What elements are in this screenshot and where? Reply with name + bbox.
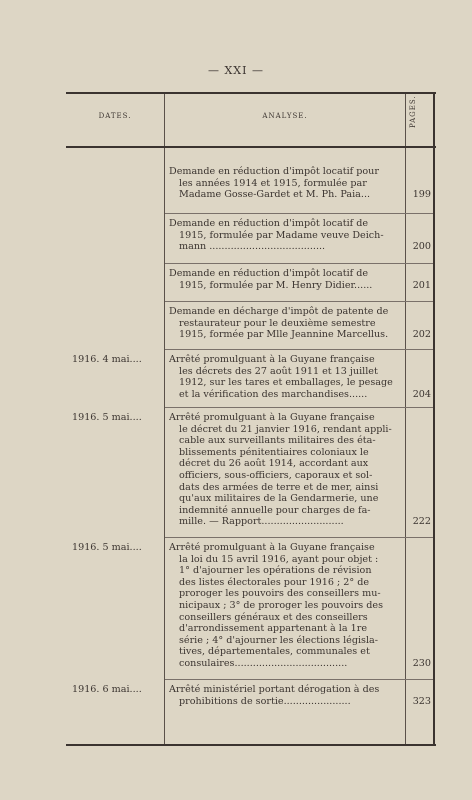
entry-date: 1916. 5 mai.... (72, 412, 142, 423)
entry-page-number: 201 (412, 279, 431, 291)
analysis-line: 1912, sur les tares et emballages, le pesage (179, 377, 393, 389)
entry-analysis (169, 412, 403, 528)
analysis-line: Arrêté promulguant à la Guyane française (169, 354, 375, 365)
entry-page-number: 230 (412, 658, 431, 669)
analysis-line: blissements pénitentiaires coloniaux le (179, 446, 369, 458)
entry-separator (165, 679, 433, 680)
analysis-line: 1° d'ajourner les opérations de révision (179, 565, 372, 577)
entry-analysis (169, 542, 403, 670)
index-table (66, 92, 436, 746)
entry-analysis (169, 268, 403, 291)
analysis-line: Demande en réduction d'impôt locatif de (169, 268, 369, 279)
entry-page-number: 202 (412, 329, 431, 341)
analysis-line: la loi du 15 avril 1916, ayant pour objet : (179, 553, 379, 565)
analysis-line: mann ...................................... (179, 241, 326, 253)
analysis-line: 1915, formée par Mlle Jeannine Marcellus. (179, 329, 389, 341)
entry-page-number: 200 (412, 241, 431, 253)
table-header-row (66, 94, 436, 148)
page-number-header: — XXI — (207, 64, 264, 77)
analysis-line: Demande en décharge d'impôt de patente de (169, 306, 389, 317)
entry-separator (165, 349, 433, 350)
analysis-line: qu'aux militaires de la Gendarmerie, une (179, 493, 379, 505)
analysis-line: 1915, formulée par M. Henry Didier...... (179, 279, 373, 291)
entry-analysis (169, 354, 403, 400)
analysis-line: les décrets des 27 août 1911 et 13 juillet (179, 365, 378, 377)
entry-analysis (169, 684, 403, 707)
entry-analysis (169, 218, 403, 253)
analysis-line: des listes électorales pour 1916 ; 2° de (179, 576, 370, 588)
entry-separator (165, 263, 433, 264)
entry-page-number: 199 (412, 189, 431, 201)
column-divider-analyse (405, 94, 406, 744)
analysis-line: officiers, sous-officiers, caporaux et sol- (179, 469, 373, 481)
analysis-line: proroger les pouvoirs des conseillers mu- (179, 588, 381, 600)
analysis-line: restaurateur pour le deuxième semestre (179, 317, 376, 329)
entry-page-number: 323 (412, 695, 431, 707)
analysis-line: les années 1914 et 1915, formulée par (179, 177, 367, 189)
entry-analysis (169, 306, 403, 341)
column-header-analyse: ANALYSE. (262, 112, 308, 120)
entry-separator (165, 213, 433, 214)
analysis-line: série ; 4° d'ajourner les élections législa- (179, 634, 378, 646)
entry-date: 1916. 4 mai.... (72, 354, 142, 365)
analysis-line: 1915, formulée par Madame veuve Deich- (179, 229, 384, 241)
analysis-line: prohibitions de sortie...................... (179, 695, 351, 707)
column-header-dates: DATES. (98, 112, 132, 120)
entry-page-number: 222 (412, 516, 431, 528)
analysis-line: Demande en réduction d'impôt locatif pour (169, 166, 379, 177)
analysis-line: mille. — Rapport........................... (179, 516, 344, 528)
entry-separator (165, 301, 433, 302)
analysis-line: indemnité annuelle pour charges de fa- (179, 504, 371, 516)
analysis-line: conseillers généraux et des conseillers (179, 611, 368, 623)
analysis-line: Arrêté ministériel portant dérogation à des (169, 684, 380, 695)
analysis-line: nicipaux ; 3° de proroger les pouvoirs des (179, 599, 383, 611)
analysis-line: consulaires..................................... (179, 657, 348, 669)
column-header-pages: PAGES. (409, 95, 417, 128)
column-divider-dates (164, 94, 165, 744)
entry-separator (165, 407, 433, 408)
analysis-line: Arrêté promulguant à la Guyane française (169, 542, 375, 553)
analysis-line: cable aux surveillants militaires des éta- (179, 435, 376, 447)
column-divider-pages (433, 94, 435, 744)
analysis-line: dats des armées de terre et de mer, ainsi (179, 481, 379, 493)
entry-date: 1916. 5 mai.... (72, 542, 142, 553)
analysis-line: d'arrondissement appartenant à la 1re (179, 623, 368, 635)
entry-page-number: 204 (412, 388, 431, 400)
analysis-line: Madame Gosse-Gardet et M. Ph. Paia... (179, 189, 371, 201)
entry-analysis (169, 166, 403, 201)
analysis-line: décret du 26 août 1914, accordant aux (179, 458, 369, 470)
analysis-line: Demande en réduction d'impôt locatif de (169, 218, 369, 229)
analysis-line: et la vérification des marchandises...... (179, 388, 368, 400)
analysis-line: Arrêté promulguant à la Guyane française (169, 412, 375, 423)
entry-date: 1916. 6 mai.... (72, 684, 142, 695)
analysis-line: le décret du 21 janvier 1916, rendant appli- (179, 423, 392, 435)
entry-separator (165, 537, 433, 538)
analysis-line: tives, départementales, communales et (179, 646, 370, 658)
